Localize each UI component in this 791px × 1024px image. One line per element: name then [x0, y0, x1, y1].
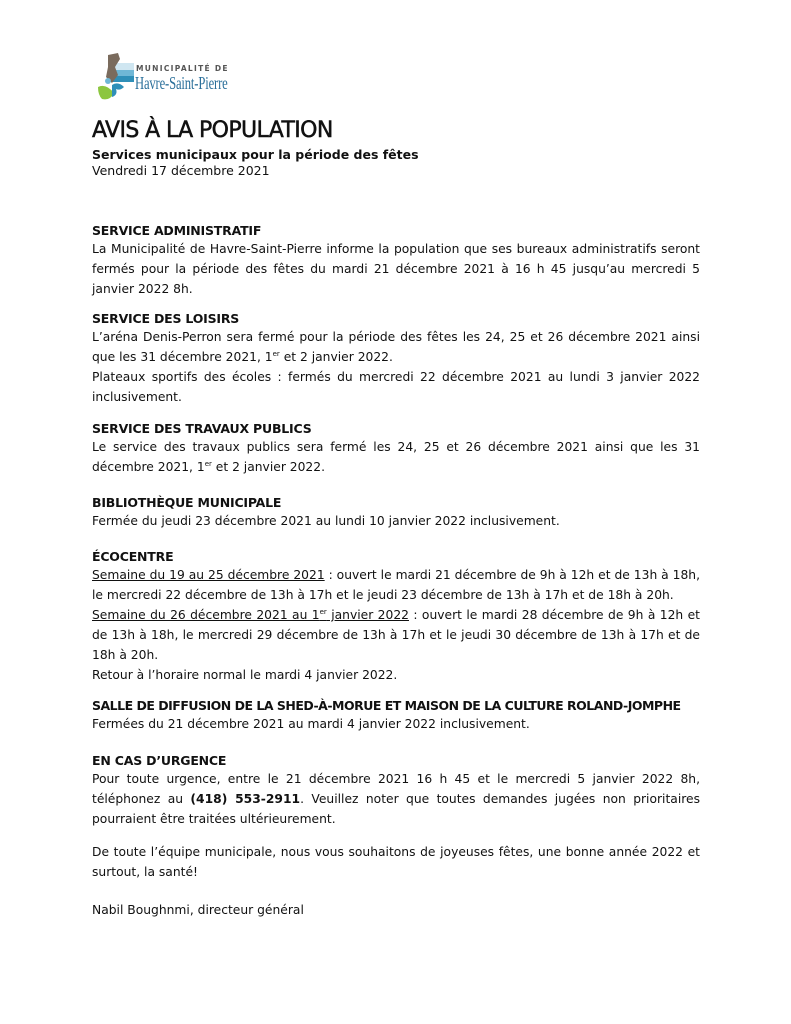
- logo-text-line1: MUNICIPALITÉ DE: [136, 64, 229, 73]
- page-subtitle: Services municipaux pour la période des fêtes: [92, 147, 419, 162]
- section-ecocentre: [92, 548, 700, 685]
- section-loisirs: [92, 310, 700, 407]
- signature-text: Nabil Boughnmi, directeur général: [92, 903, 304, 917]
- section-heading: ÉCOCENTRE: [92, 549, 174, 564]
- page-title: AVIS À LA POPULATION: [92, 118, 333, 143]
- notice-date: Vendredi 17 décembre 2021: [92, 163, 270, 178]
- section-heading: EN CAS D’URGENCE: [92, 753, 227, 768]
- section-heading: SERVICE DES LOISIRS: [92, 311, 240, 326]
- section-heading: SERVICE ADMINISTRATIF: [92, 223, 262, 238]
- section-heading: BIBLIOTHÈQUE MUNICIPALE: [92, 495, 282, 510]
- section-text: Fermées du 21 décembre 2021 au mardi 4 janvier 2022 inclusivement.: [92, 717, 530, 731]
- section-text: Fermée du jeudi 23 décembre 2021 au lundi 10 janvier 2022 inclusivement.: [92, 514, 560, 528]
- section-text: Plateaux sportifs des écoles : fermés du mercredi 22 décembre 2021 au lundi 3 janvier 2022 inclusivement.: [92, 370, 700, 404]
- municipality-logo: [96, 53, 236, 103]
- signature: [92, 900, 700, 920]
- section-heading: SERVICE DES TRAVAUX PUBLICS: [92, 421, 312, 436]
- section-text: La Municipalité de Havre-Saint-Pierre informe la population que ses bureaux administratifs seront fermés pour la période des fêtes du mardi 21 décembre 2021 à 16 h 45 jusqu’au mercredi 5 janvier 2022 8h.: [92, 242, 700, 296]
- week2-label: Semaine du 26 décembre 2021 au 1er janvier 2022: [92, 607, 409, 622]
- logo-text-line2: Havre-Saint-Pierre: [135, 73, 228, 93]
- section-travaux-publics: [92, 420, 700, 477]
- section-heading: SALLE DE DIFFUSION DE LA SHED-À-MORUE ET MAISON DE LA CULTURE ROLAND-JOMPHE: [92, 698, 681, 713]
- closing-wishes: [92, 842, 700, 882]
- emergency-phone: (418) 553-2911: [190, 792, 301, 806]
- section-text: L’aréna Denis-Perron sera fermé pour la période des fêtes les 24, 25 et 26 décembre 2021 ainsi que les 31 décembre 2021, 1er et 2 janvier 2022.: [92, 330, 700, 364]
- section-text: Pour toute urgence, entre le 21 décembre 2021 16 h 45 et le mercredi 5 janvier 2022 8h, téléphonez au (418) 553-2911. Veuillez noter que toutes demandes jugées non prioritaires pourraient être traitées ultérieurement.: [92, 772, 701, 826]
- section-text: Retour à l’horaire normal le mardi 4 janvier 2022.: [92, 668, 398, 682]
- section-urgence: [92, 752, 700, 829]
- wishes-text: De toute l’équipe municipale, nous vous souhaitons de joyeuses fêtes, une bonne année 2022 et surtout, la santé!: [92, 845, 700, 879]
- section-text: Semaine du 19 au 25 décembre 2021 : ouvert le mardi 21 décembre de 9h à 12h et de 13h à 18h, le mercredi 22 décembre de 13h à 17h et le jeudi 23 décembre de 13h à 17h et de 18h à 20h.: [92, 568, 701, 602]
- section-salle-diffusion: [92, 697, 700, 734]
- section-text: Semaine du 26 décembre 2021 au 1er janvier 2022 : ouvert le mardi 28 décembre de 9h à 12h et de 13h à 18h, le mercredi 29 décembre de 13h à 17h et le jeudi 30 décembre de 13h à 17h et de 18h à 20h.: [92, 607, 700, 662]
- week1-label: Semaine du 19 au 25 décembre 2021: [92, 568, 325, 582]
- section-text: Le service des travaux publics sera fermé les 24, 25 et 26 décembre 2021 ainsi que les 31 décembre 2021, 1er et 2 janvier 2022.: [92, 440, 700, 474]
- section-administratif: [92, 222, 700, 299]
- logo-emblem-icon: [96, 53, 136, 103]
- section-bibliotheque: [92, 494, 700, 531]
